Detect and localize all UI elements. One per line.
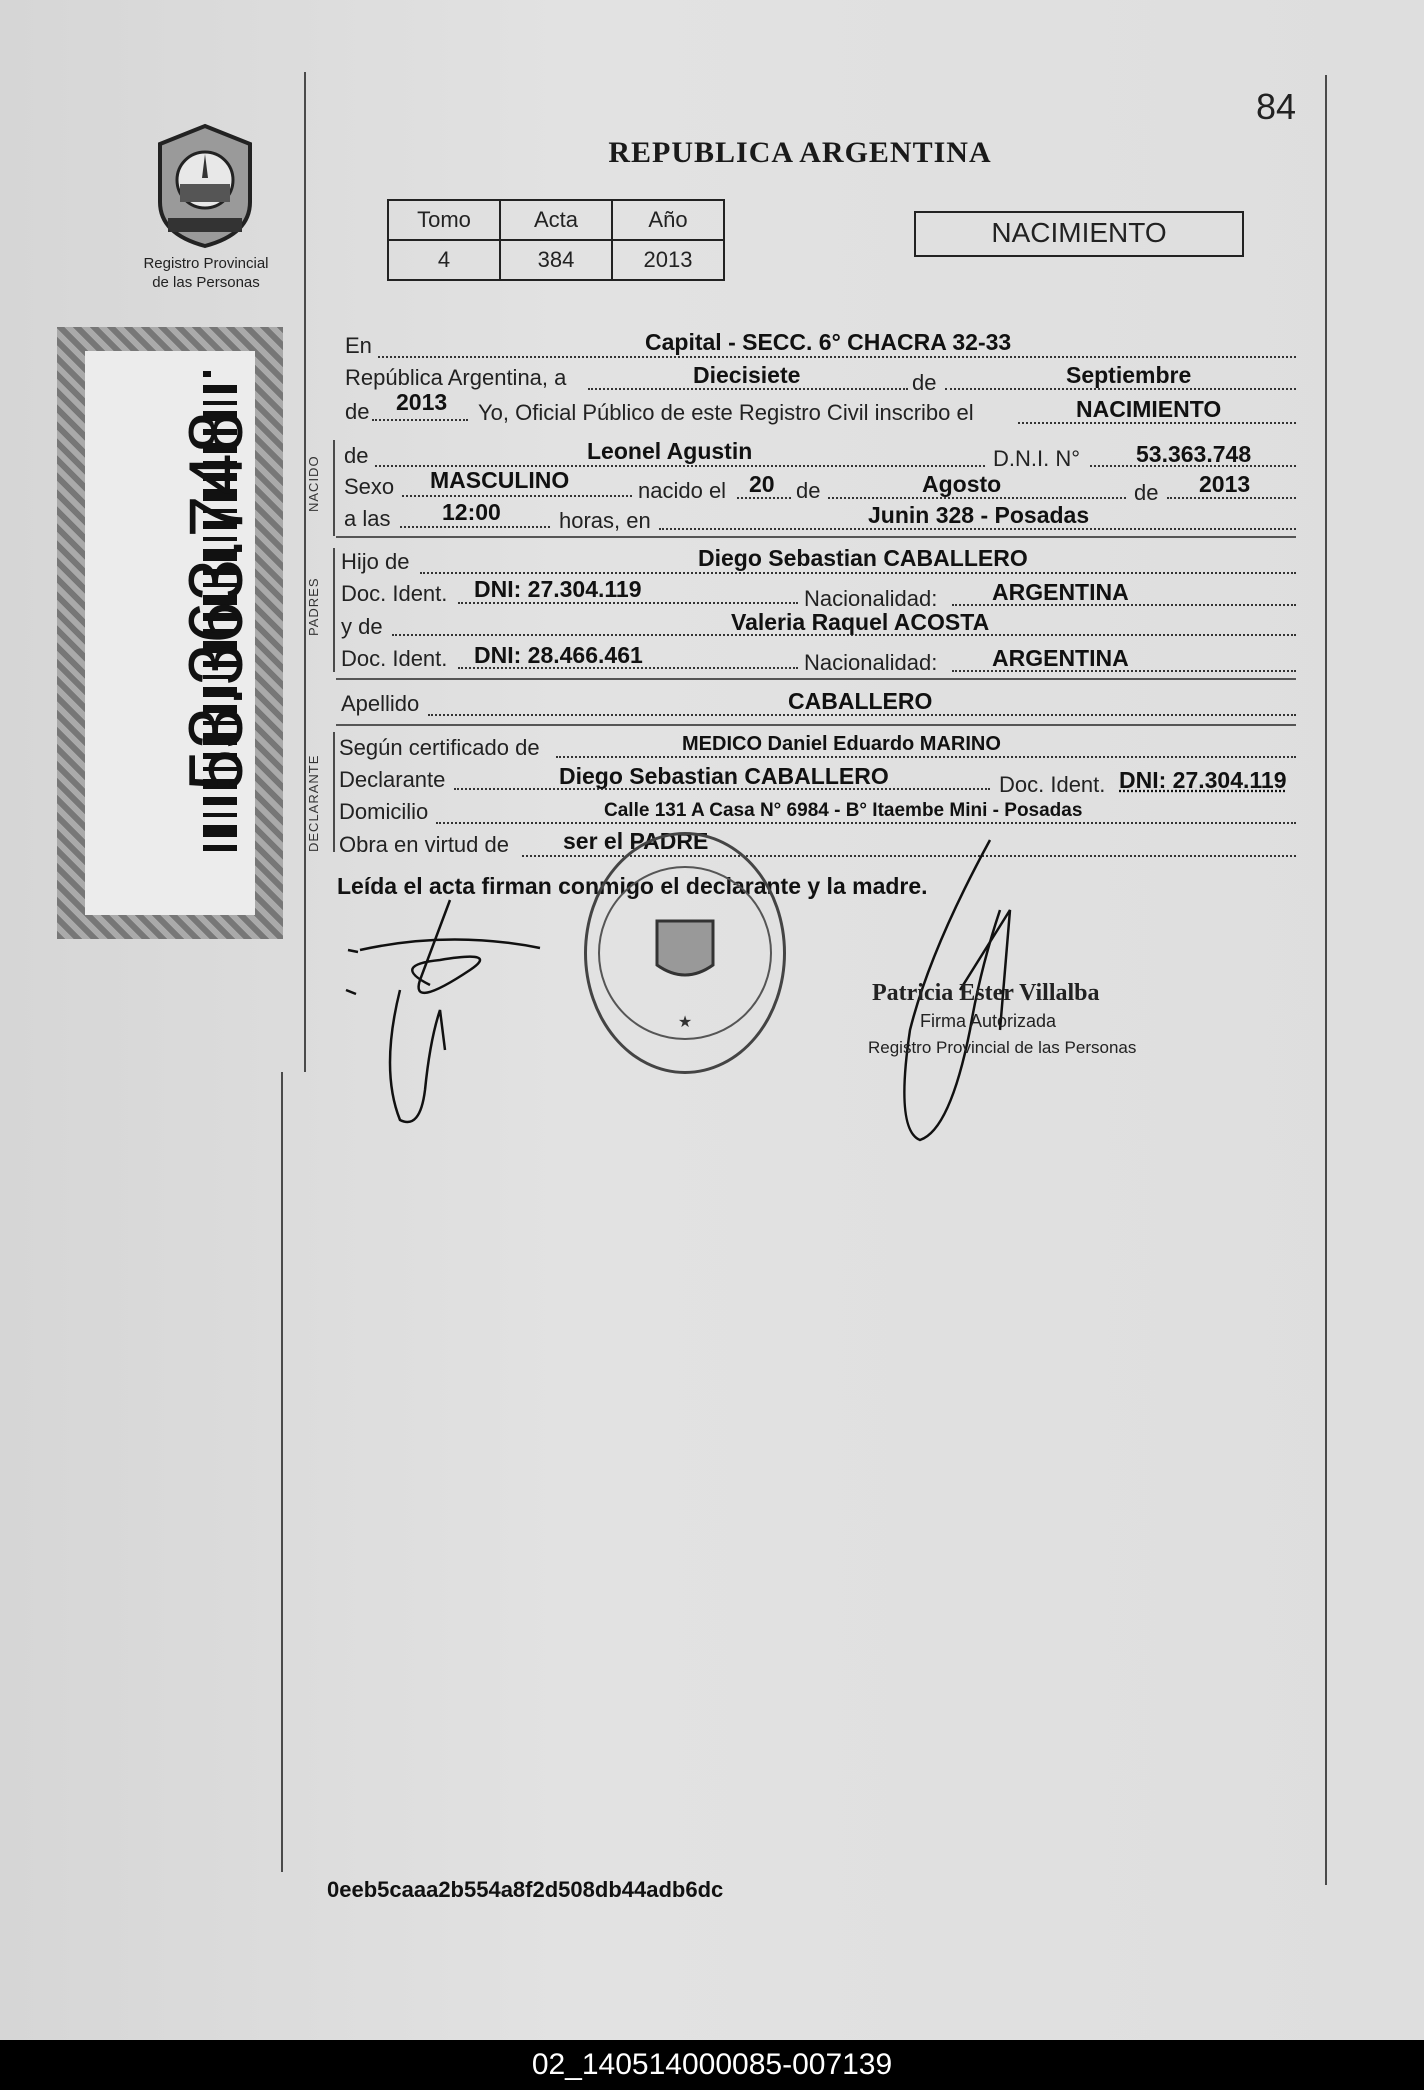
footer-id: 02_140514000085-007139: [0, 2040, 1424, 2090]
document-type: NACIMIENTO: [991, 217, 1167, 248]
en-value: Capital - SECC. 6° CHACRA 32-33: [645, 329, 1012, 355]
padre-value: Diego Sebastian CABALLERO: [698, 545, 1028, 571]
nac2-label: Nacionalidad:: [804, 650, 938, 675]
logo-caption-line2: de las Personas: [152, 274, 260, 291]
registry-table: [387, 199, 725, 281]
dni-value: 53.363.748: [1136, 441, 1252, 467]
nacido-label: nacido el: [638, 478, 727, 503]
sexo-dots: [402, 495, 632, 497]
page-number: 84: [1256, 86, 1297, 127]
apellido-value: CABALLERO: [788, 688, 933, 714]
hora-value: 12:00: [442, 499, 501, 525]
yde-label: y de: [341, 614, 383, 639]
declarante-signature: [330, 890, 560, 1130]
mes-value: Septiembre: [1066, 362, 1192, 388]
alas-label: a las: [344, 506, 391, 531]
domicilio-dots: [436, 822, 1296, 824]
province-seal: [150, 122, 260, 250]
nac-anio-value: 2013: [1199, 471, 1251, 497]
nac-dia-value: 20: [749, 471, 775, 497]
section-bracket-padres: [333, 548, 335, 672]
logo-caption-line1: Registro Provincial: [143, 255, 269, 272]
section-bracket-declarante: [333, 732, 335, 852]
acta-header: Acta: [500, 200, 612, 240]
hora-dots: [400, 526, 550, 528]
dia-value: Diecisiete: [693, 362, 801, 388]
sexo-value: MASCULINO: [430, 467, 570, 493]
apellido-label: Apellido: [341, 691, 420, 716]
segun-value: MEDICO Daniel Eduardo MARINO: [682, 733, 1001, 755]
section-label-padres: PADRES: [306, 577, 321, 636]
obra-value: ser el PADRE: [563, 828, 709, 854]
doc3-label: Doc. Ident.: [999, 772, 1106, 797]
mes-de-label: de: [912, 370, 937, 395]
hijo-label: Hijo de: [341, 549, 410, 574]
dni-label: D.N.I. N°: [993, 446, 1081, 471]
doc3-value: DNI: 27.304.119: [1119, 767, 1287, 793]
barcode-number: 53.363.748: [174, 411, 259, 792]
acto-value: NACIMIENTO: [1076, 396, 1222, 422]
left-frame-line-lower: [281, 1072, 283, 1872]
anio-header: Año: [612, 200, 724, 240]
document-hash: 0eeb5caaa2b554a8f2d508db44adb6dc: [327, 1877, 724, 1902]
padre-dots: [420, 572, 1296, 574]
doc1-label: Doc. Ident.: [341, 581, 448, 606]
right-frame-line: [1325, 75, 1327, 1885]
anio-de-label: de: [345, 399, 370, 424]
anio-value: 2013: [396, 389, 448, 415]
segun-label: Según certificado de: [339, 735, 540, 760]
oficial-text: Yo, Oficial Público de este Registro Civil inscribo el: [478, 400, 974, 425]
official-stamp: [584, 832, 786, 1074]
section-label-declarante: DECLARANTE: [306, 754, 321, 852]
republica-label: República Argentina, a: [345, 365, 567, 390]
padres-section-rule: [336, 678, 1296, 680]
en-label: En: [345, 333, 372, 358]
horas-label: horas, en: [559, 508, 651, 533]
barcode-area: [85, 351, 259, 915]
signatory-role: Firma Autorizada: [920, 1011, 1057, 1031]
anio-dots: [372, 419, 468, 421]
acta-value: 384: [500, 240, 612, 280]
doc2-value: DNI: 28.466.461: [474, 642, 643, 668]
doc1-value: DNI: 27.304.119: [474, 576, 642, 602]
nombre-de-label: de: [344, 443, 369, 468]
nac2-value: ARGENTINA: [992, 645, 1129, 671]
svg-text:★: ★: [677, 1014, 693, 1031]
nac-mes-de-label: de: [796, 478, 821, 503]
declarante-label: Declarante: [339, 767, 446, 792]
segun-dots: [556, 756, 1296, 758]
tomo-header: Tomo: [388, 200, 500, 240]
stamp-emblem-icon: [587, 835, 783, 1071]
signatory-org: Registro Provincial de las Personas: [868, 1038, 1137, 1057]
left-frame-line: [304, 72, 306, 1072]
document-title: REPUBLICA ARGENTINA: [608, 136, 992, 169]
nacido-section-rule: [336, 536, 1296, 538]
nac-mes-value: Agosto: [922, 471, 1002, 497]
madre-value: Valeria Raquel ACOSTA: [731, 609, 990, 635]
tomo-value: 4: [388, 240, 500, 280]
nac-anio-de-label: de: [1134, 480, 1159, 505]
declarante-value: Diego Sebastian CABALLERO: [559, 763, 889, 789]
section-bracket-nacido: [333, 440, 335, 536]
lugar-value: Junin 328 - Posadas: [868, 502, 1090, 528]
signatory-name: Patricia Ester Villalba: [872, 980, 1100, 1006]
anio-value: 2013: [612, 240, 724, 280]
en-dots: [378, 356, 1296, 358]
apellido-rule: [336, 724, 1296, 726]
doc2-label: Doc. Ident.: [341, 646, 448, 671]
section-label-nacido: NACIDO: [306, 455, 321, 512]
domicilio-value: Calle 131 A Casa N° 6984 - B° Itaembe Mini - Posadas: [604, 800, 1083, 821]
barcode-panel: [57, 327, 283, 939]
sexo-label: Sexo: [344, 474, 395, 499]
closing-text: Leída el acta firman conmigo el declarante y la madre.: [337, 873, 928, 899]
nac1-label: Nacionalidad:: [804, 586, 938, 611]
domicilio-label: Domicilio: [339, 799, 429, 824]
nombre-value: Leonel Agustin: [587, 438, 753, 464]
obra-label: Obra en virtud de: [339, 832, 509, 857]
nac1-value: ARGENTINA: [992, 579, 1129, 605]
